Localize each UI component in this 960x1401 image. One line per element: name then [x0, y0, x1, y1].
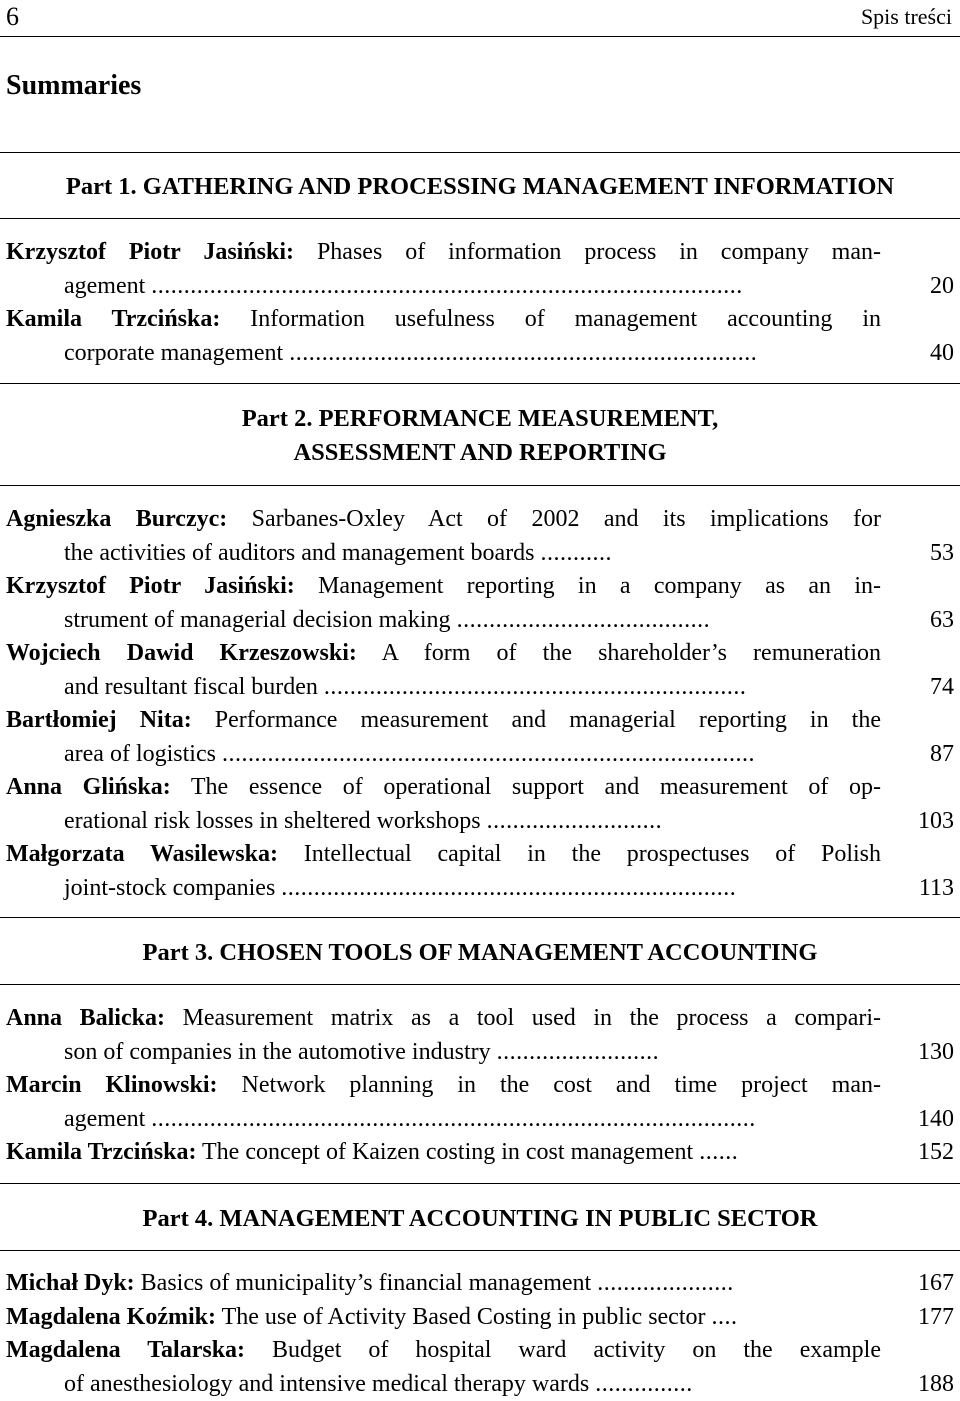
page-ref: 103 — [884, 805, 954, 839]
page-ref: 53 — [884, 537, 954, 571]
entry-title: Performance measurement and managerial reporting in the — [192, 707, 881, 733]
part-1-heading: Part 1. GATHERING AND PROCESSING MANAGEMENT INFORMATION — [0, 170, 960, 204]
toc-entry[interactable] — [0, 704, 960, 771]
part-2-heading-line-1: Part 2. PERFORMANCE MEASUREMENT, — [0, 402, 960, 436]
toc-entry[interactable] — [0, 236, 960, 303]
entry-title-cont: son of companies in the automotive industry — [64, 1039, 497, 1065]
entry-title: Intellectual capital in the prospectuses of Polish — [278, 841, 881, 867]
entry-author: Kamila Trzcińska: — [6, 1139, 196, 1165]
toc-entry[interactable] — [0, 1334, 960, 1401]
leader-dots: ........... — [541, 540, 613, 566]
entry-title: A form of the shareholder’s remuneration — [357, 640, 881, 666]
divider — [0, 984, 960, 985]
part-4-entries — [0, 1267, 960, 1401]
leader-dots: ............... — [595, 1371, 693, 1397]
entry-title: Information usefulness of management accounting in — [220, 306, 881, 332]
page-ref: 40 — [884, 337, 954, 371]
divider — [0, 383, 960, 384]
toc-entry[interactable] — [0, 838, 960, 905]
leader-dots: ........................................................................................... — [151, 273, 743, 299]
page-ref: 130 — [884, 1036, 954, 1070]
leader-dots: .................................................................................. — [222, 741, 755, 767]
entry-author: Krzysztof Piotr Jasiński: — [6, 239, 294, 265]
page-ref: 74 — [884, 671, 954, 705]
part-1-entries — [0, 236, 960, 370]
leader-dots: .... — [712, 1304, 738, 1330]
leader-dots: ........................... — [487, 808, 663, 834]
page-ref: 20 — [884, 270, 954, 304]
toc-entry[interactable] — [0, 637, 960, 704]
entry-title-cont: of anesthesiology and intensive medical therapy wards — [64, 1371, 595, 1397]
entry-title: Basics of municipality’s financial management — [135, 1270, 598, 1296]
page-ref: 167 — [884, 1267, 954, 1301]
leader-dots: ................................................................. — [324, 674, 747, 700]
entry-author: Bartłomiej Nita: — [6, 707, 192, 733]
entry-title: Network planning in the cost and time project man- — [218, 1072, 881, 1098]
part-3-entries — [0, 1002, 960, 1170]
entry-author: Kamila Trzcińska: — [6, 306, 220, 332]
entry-title-cont: corporate management — [64, 340, 289, 366]
entry-author: Małgorzata Wasilewska: — [6, 841, 278, 867]
divider — [0, 485, 960, 486]
divider — [0, 917, 960, 918]
entry-title: Measurement matrix as a tool used in the process a compari- — [165, 1005, 881, 1031]
entry-author: Magdalena Koźmik: — [6, 1304, 216, 1330]
entry-author: Wojciech Dawid Krzeszowski: — [6, 640, 357, 666]
divider — [0, 218, 960, 219]
entry-author: Michał Dyk: — [6, 1270, 135, 1296]
page-ref: 87 — [884, 738, 954, 772]
entry-title-cont: strument of managerial decision making — [64, 607, 457, 633]
divider — [0, 152, 960, 153]
toc-entry[interactable] — [0, 1267, 960, 1301]
page-ref: 63 — [884, 604, 954, 638]
page-title: Summaries — [6, 70, 141, 102]
page-ref: 152 — [884, 1136, 954, 1170]
part-3-heading: Part 3. CHOSEN TOOLS OF MANAGEMENT ACCOUNTING — [0, 936, 960, 970]
toc-entry[interactable] — [0, 303, 960, 370]
running-title: Spis treści — [861, 4, 952, 30]
part-2-heading-line-2: ASSESSMENT AND REPORTING — [0, 436, 960, 470]
leader-dots: ....................................... — [457, 607, 711, 633]
entry-author: Magdalena Talarska: — [6, 1337, 245, 1363]
entry-author: Anna Glińska: — [6, 774, 171, 800]
toc-entry[interactable] — [0, 1301, 960, 1335]
entry-title: The concept of Kaizen costing in cost management — [196, 1139, 699, 1165]
leader-dots: ............................................................................................. — [151, 1106, 756, 1132]
toc-entry[interactable] — [0, 1136, 960, 1170]
entry-author: Krzysztof Piotr Jasiński: — [6, 573, 295, 599]
entry-title-cont: the activities of auditors and management boards — [64, 540, 541, 566]
entry-title-cont: erational risk losses in sheltered workshops — [64, 808, 487, 834]
page-number: 6 — [6, 2, 19, 32]
entry-title-cont: agement — [64, 273, 151, 299]
entry-title: Budget of hospital ward activity on the example — [245, 1337, 881, 1363]
part-4-heading: Part 4. MANAGEMENT ACCOUNTING IN PUBLIC SECTOR — [0, 1202, 960, 1236]
entry-title: Sarbanes-Oxley Act of 2002 and its implications for — [227, 506, 881, 532]
header-rule — [0, 36, 960, 37]
entry-title-cont: area of logistics — [64, 741, 222, 767]
toc-entry[interactable] — [0, 570, 960, 637]
leader-dots: ...................................................................... — [281, 875, 736, 901]
toc-entry[interactable] — [0, 1069, 960, 1136]
entry-author: Agnieszka Burczyc: — [6, 506, 227, 532]
entry-title: Phases of information process in company man- — [294, 239, 881, 265]
part-2-entries — [0, 503, 960, 905]
entry-title: The essence of operational support and measurement of op- — [171, 774, 881, 800]
toc-entry[interactable] — [0, 503, 960, 570]
leader-dots: ......................... — [497, 1039, 660, 1065]
divider — [0, 1183, 960, 1184]
toc-entry[interactable] — [0, 1002, 960, 1069]
leader-dots: ........................................................................ — [289, 340, 757, 366]
page-header — [0, 0, 960, 36]
toc-entry[interactable] — [0, 771, 960, 838]
part-2-heading — [0, 402, 960, 470]
entry-title-cont: and resultant fiscal burden — [64, 674, 324, 700]
entry-title-cont: joint-stock companies — [64, 875, 281, 901]
entry-title: Management reporting in a company as an in- — [295, 573, 881, 599]
leader-dots: ...... — [699, 1139, 738, 1165]
leader-dots: ..................... — [597, 1270, 734, 1296]
page-ref: 177 — [884, 1301, 954, 1335]
page-ref: 140 — [884, 1103, 954, 1137]
entry-author: Marcin Klinowski: — [6, 1072, 218, 1098]
entry-author: Anna Balicka: — [6, 1005, 165, 1031]
page-ref: 188 — [884, 1368, 954, 1401]
divider — [0, 1250, 960, 1251]
entry-title-cont: agement — [64, 1106, 151, 1132]
page-ref: 113 — [884, 872, 954, 906]
entry-title: The use of Activity Based Costing in public sector — [216, 1304, 712, 1330]
